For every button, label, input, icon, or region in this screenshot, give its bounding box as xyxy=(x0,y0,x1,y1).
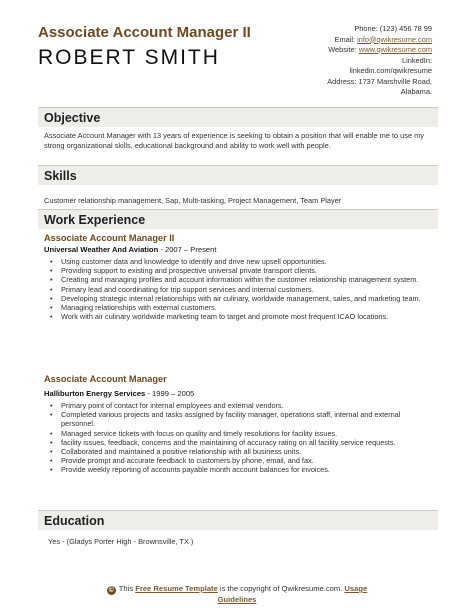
skills-text: Customer relationship management, Sap, Multi-tasking, Project Management, Team Player xyxy=(44,196,342,205)
education-text: Yes - (Gladys Porter High - Brownsville, TX ) xyxy=(48,537,194,546)
job-1-company-line xyxy=(44,245,216,254)
contact-website xyxy=(327,45,432,56)
list-item: • facility issues, feedback, concerns and the maintaining of accuracy rating on all facility service requests. xyxy=(50,438,436,447)
list-item: • Provide prompt and accurate feedback to customers by phone, email, and fax. xyxy=(50,456,436,465)
copyright-footer xyxy=(0,584,474,605)
contact-email-label: Email: xyxy=(334,34,358,44)
list-item: • Developing strategic internal relationships with air culinary, worldwide management, sales, and marketing team. xyxy=(50,294,436,303)
resume-job-title: Associate Account Manager II xyxy=(38,24,251,41)
usage-link[interactable]: Usage xyxy=(344,584,368,593)
footer-line-2 xyxy=(0,595,474,605)
job-1-title: Associate Account Manager II xyxy=(44,233,175,243)
contact-address-line2: Alabama. xyxy=(400,87,432,96)
guidelines-link[interactable]: Guidelines xyxy=(217,595,257,604)
contact-block xyxy=(327,24,432,98)
list-item: • Primary lead and coordinating for trip support services and internal customers. xyxy=(50,285,436,294)
job-2-title: Associate Account Manager xyxy=(44,374,167,384)
list-item: • Provide weekly reporting of accounts payable month account balances for invoices. xyxy=(50,465,436,474)
job-1-bullets xyxy=(50,257,436,321)
contact-linkedin-value: linkedin.com/qwikresume xyxy=(349,66,432,75)
candidate-name: ROBERT SMITH xyxy=(38,46,220,69)
list-item: • Collaborated and maintained a positive relationship with all business units. xyxy=(50,447,436,456)
contact-website-link[interactable]: www.qwikresume.com xyxy=(358,45,432,54)
list-item: • Completed various projects and tasks assigned by facility manager, operations staff, internal and external personnel. xyxy=(50,410,436,428)
footer-line-1 xyxy=(0,584,474,595)
work-experience-heading: Work Experience xyxy=(38,209,438,229)
list-item: • Using customer data and knowledge to identify and drive new upsell opportunities. xyxy=(50,257,436,266)
list-item: • Managed service tickets with focus on quality and timely resolutions for facility issues. xyxy=(50,429,436,438)
job-1-dates: - 2007 – Present xyxy=(158,245,217,254)
contact-email xyxy=(327,35,432,46)
copyright-icon: © xyxy=(108,587,114,594)
contact-linkedin-label: LinkedIn: xyxy=(402,55,432,65)
job-2-bullets xyxy=(50,401,436,475)
list-item: • Primary point of contact for internal employees and external vendors. xyxy=(50,401,436,410)
contact-email-link[interactable]: info@qwikresume.com xyxy=(357,34,432,44)
contact-address-line1: Address: 1737 Marshville Road, xyxy=(327,76,432,86)
job-2-company: Halliburton Energy Services xyxy=(44,389,146,398)
footer-middle: is the copyright of Qwikresume.com. xyxy=(217,584,345,593)
footer-prefix: This xyxy=(118,584,136,593)
skills-heading: Skills xyxy=(38,165,438,185)
list-item: • Managing relationships with external customers. xyxy=(50,303,436,312)
job-2-dates: - 1999 – 2005 xyxy=(145,389,195,398)
list-item: • Creating and managing profiles and account information within the customer relationship management system. xyxy=(50,275,436,284)
contact-website-label: Website: xyxy=(328,45,359,54)
job-1-company: Universal Weather And Aviation xyxy=(44,245,159,254)
objective-heading: Objective xyxy=(38,107,438,127)
contact-phone: Phone: (123) 456 78 99 xyxy=(354,24,432,33)
list-item: • Work with air culinary worldwide marketing team to target and promote most frequent ICAO locations. xyxy=(50,312,436,321)
education-heading: Education xyxy=(38,510,438,530)
objective-text: Associate Account Manager with 13 years of experience is seeking to obtain a position that will enable me to use my strong organizational skills, educational background and ability to work well with people. xyxy=(44,131,425,150)
free-resume-template-link[interactable]: Free Resume Template xyxy=(135,584,218,593)
job-2-company-line xyxy=(44,389,194,398)
list-item: • Providing support to existing and prospective universal private transport clients. xyxy=(50,266,436,275)
